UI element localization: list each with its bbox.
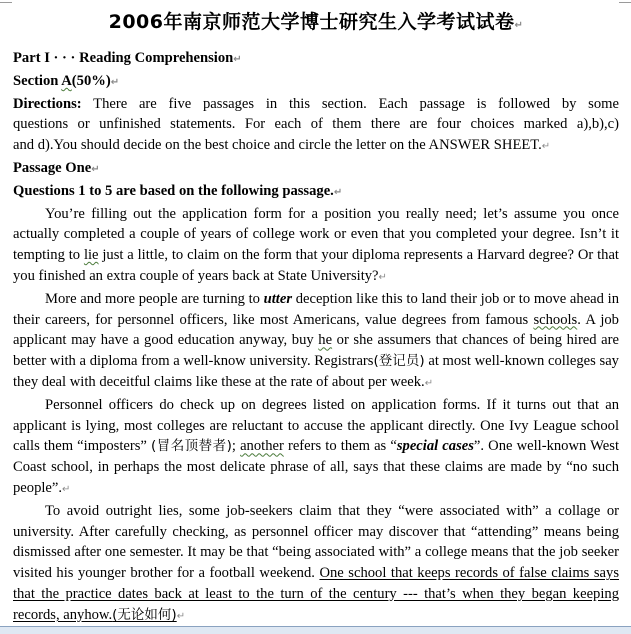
document-body[interactable]: [13, 10, 619, 628]
paragraph-mark-icon: ↵: [233, 54, 242, 65]
emphasized-phrase: special cases: [396, 438, 474, 455]
grammar-squiggle[interactable]: lie: [83, 247, 99, 264]
chinese-gloss: (无论如何): [112, 606, 177, 623]
paragraph-mark-icon: ↵: [378, 271, 387, 283]
exam-title: 2006年南京师范大学博士研究生入学考试试卷↵: [108, 11, 524, 33]
grammar-squiggle[interactable]: schools: [533, 311, 578, 328]
grammar-squiggle[interactable]: he: [318, 332, 333, 349]
paragraph-mark-icon: ↵: [176, 610, 186, 622]
grammar-squiggle[interactable]: another: [240, 438, 284, 455]
chinese-gloss: (冒名顶替者): [151, 438, 232, 455]
paragraph-mark-icon: ↵: [91, 163, 100, 175]
underlined-sentence: One school that keeps records of false claims says that the practice dates back at least to the turn of the century --- that’s when they began keeping records, anyhow.: [13, 565, 619, 623]
crop-mark-top-left: [0, 0, 12, 3]
passage-paragraph-2: More and more people are turning to utter deception like this to land their job or to move ahead in their careers, for personnel officers, like most Americans, value degrees from famous schools. A job applicant may have a good education anyway, buy he or she assumers that chances of being hired are better with a diploma from a well-know university. Registrars(登记员) at most well-known colleges say they deal with deceitful claims like these at the rate of about per week.↵: [13, 290, 619, 390]
paragraph-mark-icon: ↵: [514, 20, 524, 31]
grammar-squiggle[interactable]: A: [61, 72, 72, 89]
emphasized-word: utter: [263, 290, 293, 307]
passage-paragraph-3: Personnel officers do check up on degrees listed on application forms. If it turns out that an applicant is lying, most colleges are reluctant to accuse the applicant directly. One Ivy League school calls them “imposters” (冒名顶替者); another refers to them as “special cases”. One well-known West Coast school, in perhaps the most delicate phrase of all, says that these claims are made by “no such people”.↵: [13, 396, 619, 496]
directions-line-1: Directions: There are five passages in this section. Each passage is followed by some: [13, 95, 619, 112]
directions-line-3: and d).You should decide on the best choice and circle the letter on the ANSWER SHEET.↵: [13, 137, 551, 154]
passage-paragraph-4: To avoid outright lies, some job-seekers claim that they “were associated with” a collage or university. After carefully checking, as personnel officer may discover that “attending” means being dismissed after one semester. It may be that “being associated with” a college means that the job seeker visited his younger brother for a football weekend. One school that keeps records of false claims says that the practice dates back at least to the turn of the century --- that’s when they began keeping records, anyhow.(无论如何)↵: [13, 502, 619, 623]
section-heading: Section A(50%)↵: [13, 72, 120, 89]
paragraph-mark-icon: ↵: [541, 141, 551, 153]
directions-line-2: questions or unfinished statements. For each of them there are four choices marked a),b),c): [13, 116, 619, 133]
paragraph-mark-icon: ↵: [424, 377, 434, 389]
paragraph-mark-icon: ↵: [333, 186, 343, 198]
passage-heading: Passage One↵: [13, 159, 100, 176]
directions-label: Directions:: [13, 95, 82, 112]
crop-mark-top-right: [619, 0, 631, 3]
chinese-gloss: (登记员): [373, 353, 425, 370]
paragraph-mark-icon: ↵: [62, 483, 71, 495]
directions-paragraph: [13, 94, 619, 158]
paragraph-mark-icon: ↵: [110, 76, 120, 88]
part-heading: Part I · · · Reading Comprehension↵: [13, 50, 242, 66]
passage-paragraph-1: You’re filling out the application form for a position you really need; let’s assume you once actually completed a couple of years of college work or even that you completed your degree. Isn’t it tempting to lie just a little, to claim on the form that your diploma represents a Harvard degree? Or that you finished an extra couple of years back at State University?↵: [13, 205, 619, 284]
questions-heading: Questions 1 to 5 are based on the following passage.↵: [13, 182, 343, 199]
